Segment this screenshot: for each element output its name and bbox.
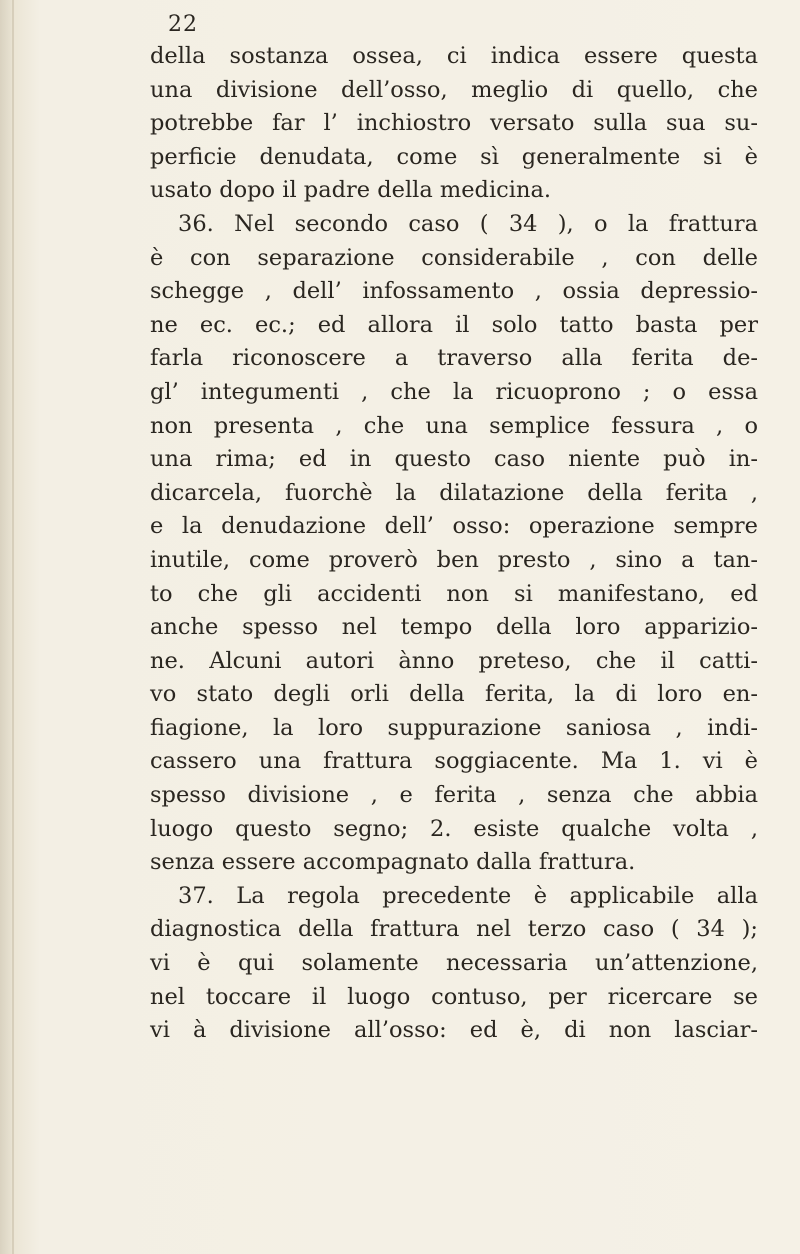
text-line: to che gli accidenti non si manifestano, ed [150,580,758,607]
text-line: vi è qui solamente necessaria un’attenzione, [150,950,758,977]
text-line: perficie denudata, come sì generalmente si è [150,143,758,170]
text-line: senza essere accompagnato dalla frattura. [150,849,636,876]
text-line: 37. La regola precedente è applicabile alla [178,882,758,909]
text-line: vi à divisione all’osso: ed è, di non lasciar- [150,1017,758,1044]
text-line: vo stato degli orli della ferita, la di loro en- [150,681,758,708]
text-line: usato dopo il padre della medicina. [150,177,552,204]
text-line: ne ec. ec.; ed allora il solo tatto basta per [150,311,758,338]
text-line: schegge , dell’ infossamento , ossia depressio- [150,278,758,305]
text-line: non presenta , che una semplice fessura , o [150,412,758,439]
text-line: spesso divisione , e ferita , senza che abbia [150,782,758,809]
text-line: potrebbe far l’ inchiostro versato sulla sua su- [150,110,758,137]
body-text [150,40,758,1048]
text-line: ne. Alcuni autori ànno preteso, che il catti- [150,647,758,674]
text-line: e la denudazione dell’ osso: operazione sempre [150,513,758,540]
text-line: anche spesso nel tempo della loro apparizio- [150,614,758,641]
text-line: dicarcela, fuorchè la dilatazione della ferita , [150,479,758,506]
text-line: gl’ integumenti , che la ricuoprono ; o essa [150,378,758,405]
page-number: 22 [168,12,198,37]
binding-gutter [12,0,14,1254]
text-line: inutile, come proverò ben presto , sino a tan- [150,546,758,573]
text-line: è con separazione considerabile , con delle [150,244,758,271]
text-line: fiagione, la loro suppurazione saniosa , indi- [150,714,758,741]
text-line: diagnostica della frattura nel terzo caso ( 34 ); [150,916,758,943]
text-line: della sostanza ossea, ci indica essere questa [150,43,758,69]
text-line: una divisione dell’osso, meglio di quello, che [150,76,758,103]
text-line: nel toccare il luogo contuso, per ricercare se [150,983,758,1010]
text-line: cassero una frattura soggiacente. Ma 1. vi è [150,748,758,775]
text-line: 36. Nel secondo caso ( 34 ), o la frattura [178,210,758,237]
text-line: una rima; ed in questo caso niente può in- [150,446,758,473]
text-line: luogo questo segno; 2. esiste qualche volta , [150,815,758,842]
text-line: farla riconoscere a traverso alla ferita de- [150,345,758,372]
